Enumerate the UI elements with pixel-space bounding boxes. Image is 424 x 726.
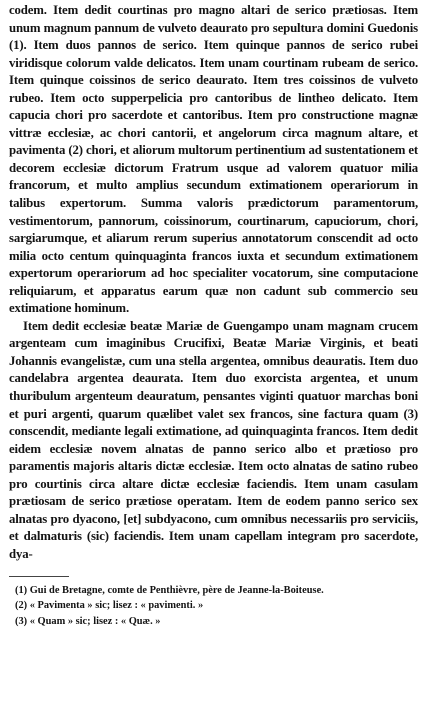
main-text	[9, 2, 418, 564]
footnote-1: (1) Gui de Bretagne, comte de Penthièvre, père de Jeanne-la-Boiteuse.	[15, 584, 324, 596]
paragraph-2: Item dedit ecclesiæ beatæ Mariæ de Guengampo unam magnam crucem argenteam cum imaginibus Crucifixi, Beatæ Mariæ Virginis, et beati Johannis evangelistæ, cum una stella argentea, omnibus deauratis. Item duo candelabra argentea deaurata. Item duo exorcista argentea, et unum thuribulum argenteum deauratum, pensantes viginti quatuor marchas boni et puri argenti, quarum quælibet valet sex francos, sine factura quam (3) conscendit, mediante legali extimatione, ad quinquaginta francos. Item dedit eidem ecclesiæ novem alnatas de panno serico albo et prætioso pro paramentis majoris altaris dictæ ecclesiæ. Item octo alnatas de satino rubeo pro courtinis circa altare dictæ ecclesiæ faciendis. Item unam casulam prætiosam de serico prætiose operatam. Item de eodem panno serico sex alnatas pro dyacono, [et] subdyacono, cum omnibus necessariis pro serviciis, et dalmaturis (sic) faciendis. Item unam capellam integram pro sacerdote, dya-	[9, 318, 418, 561]
paragraph-1: codem. Item dedit courtinas pro magno altari de serico prætiosas. Item unum magnum pannum de vulveto deaurato pro sepultura domini Guedonis (1). Item duos pannos de serico. Item quinque pannos de serico rubei viridisque colorum valde delicatos. Item unam courtinam rubeam de serico. Item quinque coissinos de serico deaurato. Item tres coissinos de vulveto rubeo. Item octo supperpelicia pro cantoribus de lintheo delicato. Item capucia chori pro sacerdote et cantoribus. Item pro constructione magnæ vittræ ecclesiæ, ac chori cantorii, et angelorum circa magnum altare, et pavimenta (2) chori, et aliorum multorum pertinentium ad sustentationem et decorem ecclesiæ dictorum Fratrum usque ad valorem quatuor milia francorum, et multo amplius secundum extimationem operariorum in talibus expertorum. Summa valoris prædictorum paramentorum, vestimentorum, pannorum, coissinorum, courtinarum, capuciorum, chori, sargiarumque, et aliarum rerum superius annotatorum conscendit ad octo milia octo centum quinquaginta francos iuxta et secundum extimationem expertorum operariorum ad hoc specialiter vocatorum, sine computacione reliquiarum, et apparatus earum quæ non cadunt sub commercio seu extimatione hominum.	[9, 3, 418, 316]
footnote-divider	[9, 576, 69, 577]
footnote-3: (3) « Quam » sic; lisez : « Quæ. »	[15, 615, 161, 627]
footnote-2: (2) « Pavimenta » sic; lisez : « pavimenti. »	[15, 600, 204, 611]
footnotes	[9, 583, 418, 630]
